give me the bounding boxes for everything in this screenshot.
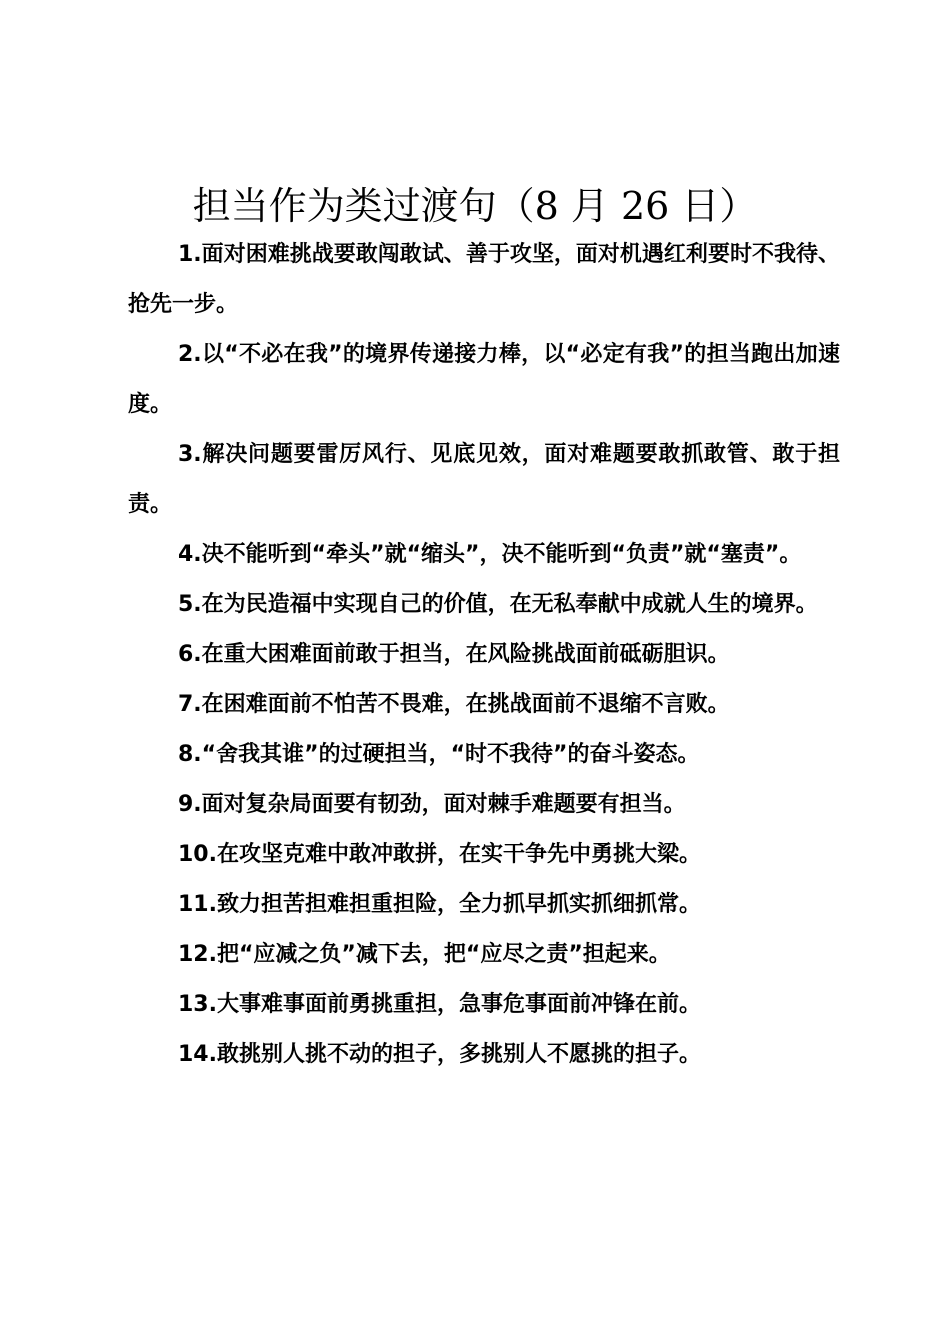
paragraph-4: 4.决不能听到“牵头”就“缩头”，决不能听到“负责”就“塞责”。	[178, 542, 802, 567]
document-body	[128, 230, 840, 1080]
paragraph-5: 5.在为民造福中实现自己的价值，在无私奉献中成就人生的境界。	[178, 592, 818, 617]
paragraph-8: 8.“舍我其谁”的过硬担当，“时不我待”的奋斗姿态。	[178, 742, 700, 767]
paragraph-9: 9.面对复杂局面要有韧劲，面对棘手难题要有担当。	[178, 792, 686, 817]
paragraph-6: 6.在重大困难面前敢于担当，在风险挑战面前砥砺胆识。	[178, 642, 730, 667]
paragraph-1: 1.面对困难挑战要敢闯敢试、善于攻坚，面对机遇红利要时不我待、抢先一步。	[128, 242, 840, 317]
paragraph-11: 11.致力担苦担难担重担险，全力抓早抓实抓细抓常。	[178, 892, 701, 917]
paragraph-13: 13.大事难事面前勇挑重担，急事危事面前冲锋在前。	[178, 992, 701, 1017]
document-title: 担当作为类过渡句（8 月 26 日）	[192, 184, 758, 228]
paragraph-2: 2.以“不必在我”的境界传递接力棒，以“必定有我”的担当跑出加速度。	[128, 342, 840, 417]
paragraph-3: 3.解决问题要雷厉风行、见底见效，面对难题要敢抓敢管、敢于担责。	[128, 442, 840, 517]
paragraph-14: 14.敢挑别人挑不动的担子，多挑别人不愿挑的担子。	[178, 1042, 701, 1067]
paragraph-12: 12.把“应减之负”减下去，把“应尽之责”担起来。	[178, 942, 671, 967]
paragraph-10: 10.在攻坚克难中敢冲敢拼，在实干争先中勇挑大梁。	[178, 842, 701, 867]
paragraph-7: 7.在困难面前不怕苦不畏难，在挑战面前不退缩不言败。	[178, 692, 730, 717]
